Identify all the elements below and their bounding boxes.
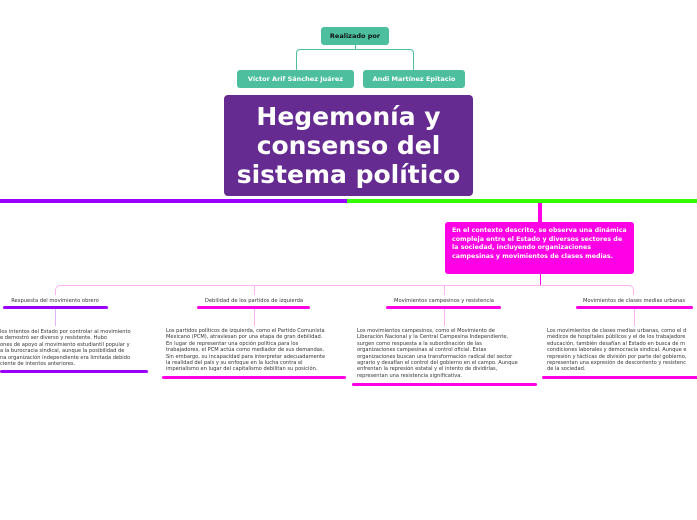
topic-text: Los movimientos de clases medias urbanas, como el d médicos de hospitales públicos y el de los trabajadore educación, también desafían al Estado en busca de m condiciones laborales y democracia sindical. Aunque e represión y tácticas de división por parte del gobierno, representan una expresión de descontento y resistenc de la sociedad.: [547, 328, 687, 373]
connector: [444, 285, 445, 295]
topic-text: los intentos del Estado por controlar al movimiento e demostró ser diverso y resistente. Hubo ones de apoyo al movimiento estudiantil popular y a la burocracia sindical, aunque la posibilidad de na organización independiente era limitada debido ciente de intentos anteriores.: [0, 329, 131, 368]
author-node[interactable]: Andi Martínez Epitacio: [363, 70, 465, 88]
connector: [540, 274, 541, 285]
summary-node[interactable]: [445, 222, 634, 274]
author-node[interactable]: Víctor Arif Sánchez Juárez: [237, 70, 354, 88]
topic-underline: [542, 376, 697, 379]
connector: [55, 309, 56, 326]
summary-text: En el contexto descrito, se observa una dinámica compleja entre el Estado y diversos sectores de la sociedad, incluyendo organizaciones campesinas y movimientos de clases medias.: [452, 227, 627, 260]
connector: [254, 285, 255, 295]
topic-underline: [162, 376, 346, 379]
connector: [254, 309, 255, 326]
topic-heading[interactable]: Respuesta del movimiento obrero: [11, 298, 99, 304]
realizado-por-node[interactable]: Realizado por: [321, 27, 389, 45]
title-text: Hegemonía y consenso del sistema político: [236, 102, 461, 189]
purple-branch-line: [0, 199, 347, 203]
connector: [296, 49, 414, 70]
green-branch-line: [347, 199, 697, 203]
connector: [55, 285, 634, 295]
connector: [634, 309, 635, 326]
topic-heading[interactable]: Movimientos de clases medias urbanas: [582, 298, 686, 304]
connector: [538, 203, 542, 222]
title-node[interactable]: [224, 95, 473, 196]
topic-text: Los partidos políticos de izquierda, como el Partido Comunista Mexicano (PCM), atraviesan por una etapa de gran debilidad. En lugar de representar una opción política para los trabajadores, el PCM actúa como mediador de sus demandas. Sin embargo, su incapacidad para interpretar adecuadamente la realidad del país y su enfoque en la lucha contra el imperialismo en lugar del capitalismo debilitan su posición.: [166, 328, 326, 373]
topic-underline: [0, 370, 148, 373]
topic-heading[interactable]: Debilidad de los partidos de izquierda: [204, 298, 304, 304]
connector: [444, 309, 445, 326]
topic-heading[interactable]: Movimientos campesinos y resistencia: [394, 298, 494, 304]
topic-text: Los movimientos campesinos, como el Movimiento de Liberación Nacional y la Central Campesina Independiente, surgen como respuesta a la subordinación de las organizaciones campesinas al control oficial. Estas organizaciones buscan una transformación radical del sector agrario y desafían el control del gobierno en el campo. Aunque enfrentan la represión estatal y el intento de dividirlas, representan una resistencia significativa.: [357, 328, 518, 379]
topic-underline: [352, 383, 537, 386]
